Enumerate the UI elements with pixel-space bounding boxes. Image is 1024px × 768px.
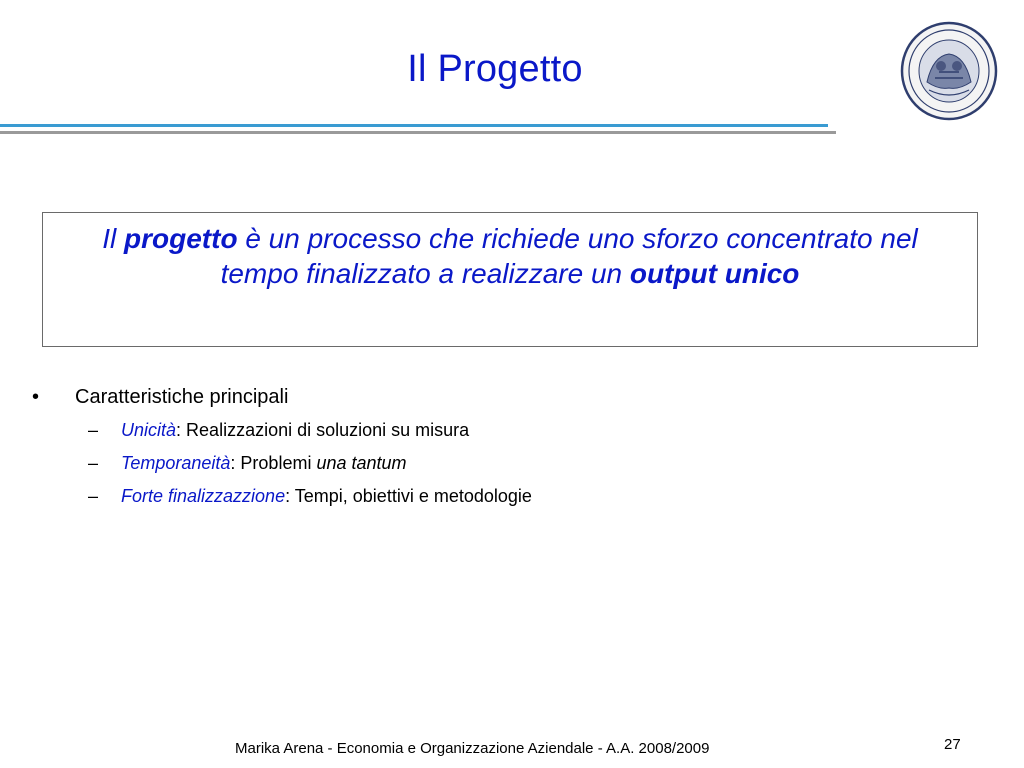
sub-bullet-sep: : [285, 486, 295, 506]
definition-box [42, 212, 978, 347]
title-divider-gray [0, 131, 836, 134]
sub-bullet-keyword: Unicità [121, 420, 177, 440]
slide-footer: Marika Arena - Economia e Organizzazione Aziendale - A.A. 2008/2009 [235, 740, 710, 757]
sub-bullet-marker: – [88, 453, 99, 473]
logo-seal-graphic [899, 20, 999, 122]
title-divider-blue [0, 124, 828, 127]
sub-bullet-description: Tempi, obiettivi e metodologie [294, 486, 532, 506]
definition-keyword-output: output unico [629, 258, 800, 289]
sub-bullet-description: Realizzazioni di soluzioni su misura [186, 420, 470, 440]
sub-bullet-sep: : [230, 453, 241, 473]
bullet-marker: • [32, 386, 40, 408]
sub-list-item [32, 449, 932, 482]
bullet-text: Caratteristiche principali [75, 386, 289, 408]
sub-bullet-description: Problemi [240, 453, 317, 473]
sub-bullet-keyword: Forte finalizzazzione [121, 486, 286, 506]
slide-title: Il Progetto [407, 48, 583, 90]
sub-bullet-text [121, 486, 532, 507]
definition-text-2: è un processo che richiede uno sforzo concentrato nel tempo finalizzato a realizzare un [220, 223, 918, 289]
bullet-list [32, 386, 932, 515]
definition-text-1: Il [102, 223, 125, 254]
sub-bullet-marker: – [88, 420, 99, 440]
sub-bullet-text [121, 420, 469, 441]
definition-keyword-progetto: progetto [124, 223, 238, 254]
page-number: 27 [944, 736, 961, 753]
politecnico-seal-icon [899, 20, 999, 122]
sub-list-item [32, 416, 932, 449]
sub-list-item [32, 482, 932, 515]
list-item [32, 386, 932, 416]
sub-bullet-keyword: Temporaneità [121, 453, 231, 473]
sub-bullet-marker: – [88, 486, 99, 506]
sub-bullet-text [121, 453, 407, 474]
sub-bullet-italic: una tantum [316, 453, 407, 473]
sub-bullet-sep: : [176, 420, 187, 440]
